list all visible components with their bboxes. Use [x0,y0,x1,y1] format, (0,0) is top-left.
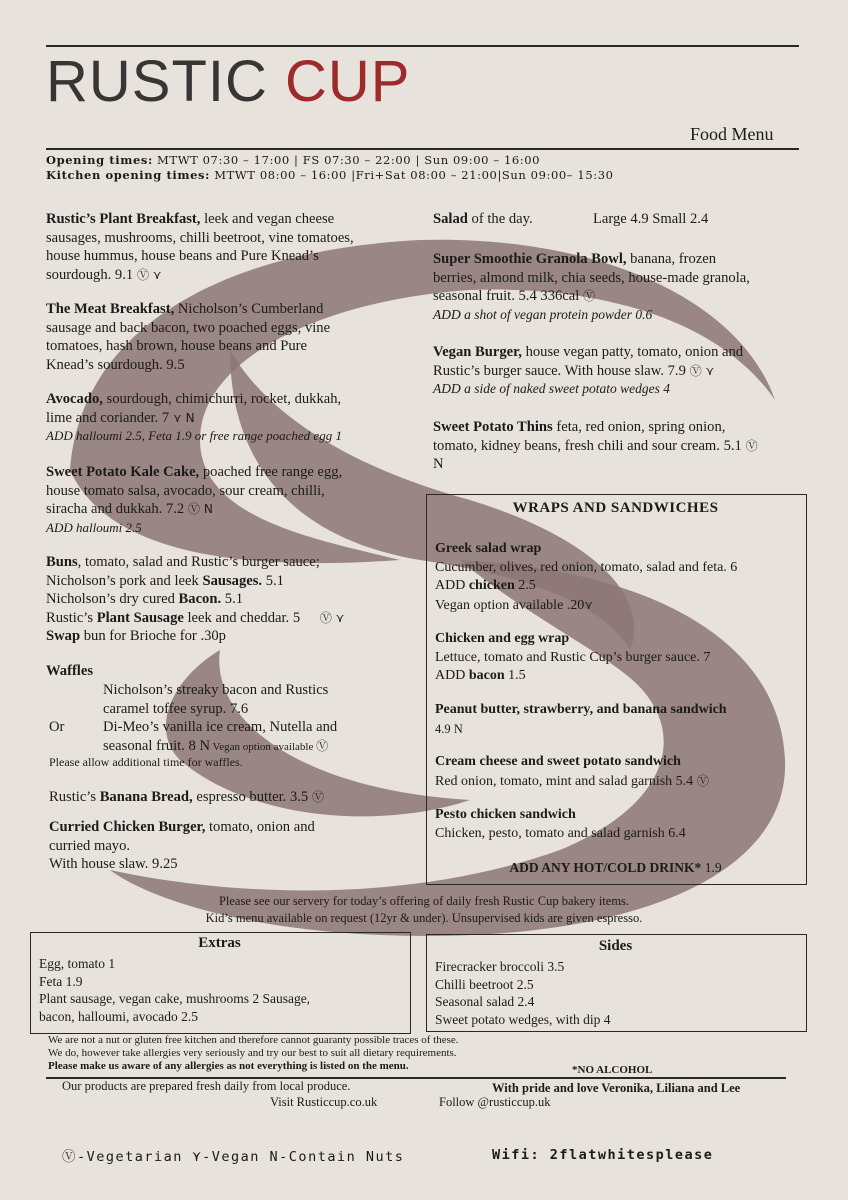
item-add: ADD halloumi 2.5, Feta 1.9 or free range poached egg 1 [46,428,342,443]
item-price: Rustic’s burger sauce. With house slaw. 7.9 [433,362,686,379]
menu-item-vegan-burger [433,343,803,399]
item-add: ADD a shot of vegan protein powder 0.6 [433,306,653,322]
page-title: Food Menu [690,124,774,144]
menu-item-banana-bread [49,788,429,807]
vegan-icon: ⋎ [584,597,594,612]
menu-item-salad [433,210,803,229]
item-highlight: Bacon. [178,591,222,607]
follow-link[interactable]: Follow @rusticcup.uk [439,1095,551,1109]
item-title: Salad [433,211,468,227]
visit-link[interactable]: Visit Rusticcup.co.uk [270,1095,378,1109]
logo-cup: CUP [285,49,411,114]
item-title: Rustic’s Plant Breakfast, [46,211,201,227]
dietary-legend: Ⓥ-Vegetarian ⋎-Vegan N-Contain Nuts [62,1149,405,1165]
kids-note: Kid’s menu available on request (12yr & under). Unsupervised kids are given espresso. [205,911,643,925]
waffles-option-1 [103,681,433,718]
item-desc: berries, almond milk, chia seeds, house-made granola, [433,269,750,286]
kitchen-label: Kitchen opening times: [46,168,210,182]
item-desc: Nicholson’s pork and leek [46,572,203,589]
item-title: Curried Chicken Burger, [49,819,206,835]
item-price: sourdough. 9.1 [46,266,134,283]
item-highlight: Sausages. [202,572,263,589]
wrap-greek-salad [435,540,800,615]
item-title: Peanut butter, strawberry, and banana sandwich [435,702,727,717]
vegetarian-icon: Ⓥ [741,438,758,453]
wrap-chicken-egg [435,630,800,686]
item-price: 2.5 [514,578,536,593]
menu-item-smoothie-bowl [433,250,803,324]
item-desc: leek and vegan cheese [200,211,335,227]
item-title: Cream cheese and sweet potato sandwich [435,754,681,769]
menu-item-curried-chicken-burger [49,818,429,874]
vegetarian-icon: Ⓥ [579,289,596,303]
item-title: Sweet Potato Kale Cake, [46,464,200,480]
header-rule [46,148,799,150]
item-title: The Meat Breakfast, [46,301,175,317]
item-price: tomato, kidney beans, fresh chili and sour cream. 5.1 [433,437,742,454]
menu-item-plant-breakfast [46,210,426,284]
sides-list [435,958,800,1028]
item-price: seasonal fruit. 8 N [103,737,210,754]
item-title: Pesto chicken sandwich [435,807,576,822]
item-price: 1.9 [701,860,722,875]
extras-item: Egg, tomato 1 [39,956,116,971]
add-drink [426,859,805,878]
item-desc: sausages, mushrooms, chilli beetroot, vine tomatoes, [46,229,354,246]
sides-item: Firecracker broccoli 3.5 [435,959,565,974]
item-price: espresso butter. 3.5 [192,789,309,805]
menu-item-avocado [46,390,446,446]
item-price: seasonal fruit. 5.4 336cal [433,288,580,304]
item-desc: poached free range egg, [199,464,343,480]
item-desc: house vegan patty, tomato, onion and [521,344,744,360]
item-desc: , tomato, salad and Rustic’s burger sauce; [77,554,320,570]
item-desc: sausage and back bacon, two poached eggs, vine [46,319,331,336]
item-desc: house tomato salsa, avocado, sour cream, chilli, [46,482,325,499]
item-title: Banana Bread, [99,789,193,805]
allergy-line: We do, however take allergies very seriously and try our best to suit all dietary requirements. [48,1047,457,1059]
item-title: Greek salad wrap [435,541,542,556]
item-price: With house slaw. 9.25 [49,856,178,872]
item-title: Avocado, [46,391,103,407]
kitchen-value: MTWT 08:00 – 16:00 |Fri+Sat 08:00 – 21:00|Sun 09:00– 15:30 [209,168,614,182]
item-price: 5.1 [221,591,244,607]
item-desc: ADD [435,578,469,593]
sides-title: Sides [598,938,633,954]
item-price: leek and cheddar. 5 [183,609,301,626]
item-add: ADD halloumi 2.5 [46,519,142,535]
item-desc: Vegan option available .20 [435,597,585,613]
vegetarian-nuts-icon: Ⓥ N [184,502,213,516]
item-price: Large 4.9 Small 2.4 [593,211,709,227]
menu-item-waffles [46,662,436,681]
wraps-title: WRAPS AND SANDWICHES [512,500,719,516]
item-highlight: Plant Sausage [96,609,184,626]
vegetarian-vegan-icon: Ⓥ ⋎ [319,610,345,625]
item-desc: sourdough, chimichurri, rocket, dukkah, [102,391,342,407]
allergy-note [48,1034,608,1073]
item-price: Red onion, tomato, mint and salad garnish 5.4 [435,773,694,789]
item-desc: house hummus, house beans and Pure Knead’s [46,248,319,264]
menu-item-buns [46,553,426,646]
item-price: 1.5 [504,668,526,683]
sandwich-pesto-chicken [435,806,800,843]
item-desc: Di-Meo’s vanilla ice cream, Nutella and [103,719,338,735]
item-desc: Nicholson’s Cumberland [174,301,324,317]
vegan-nuts-icon: ⋎ N [169,410,195,425]
waffles-option-2 [103,718,433,756]
no-alcohol-note: *NO ALCOHOL [572,1064,653,1076]
extras-item: bacon, halloumi, avocado 2.5 [39,1008,198,1024]
item-add: ADD a side of naked sweet potato wedges 4 [433,381,670,396]
item-title: Vegan Burger, [433,344,522,360]
opening-label: Opening times: [46,153,153,167]
extras-item: Feta 1.9 [39,973,83,989]
kitchen-times [46,168,614,183]
item-desc: tomatoes, hash brown, house beans and Pure [46,338,308,354]
sandwich-cream-cheese [435,753,800,791]
vegetarian-vegan-icon: Ⓥ ⋎ [685,363,715,378]
item-title: ADD ANY HOT/COLD DRINK* [509,860,702,875]
top-rule [46,45,799,47]
item-desc: bun for Brioche for .30p [80,628,226,644]
vegan-option-note: Vegan option available [210,740,317,753]
sides-item: Seasonal salad 2.4 [435,994,535,1009]
item-price: lime and coriander. 7 [46,409,170,426]
item-desc: feta, red onion, spring onion, [552,419,726,435]
item-desc: banana, frozen [626,251,717,267]
item-desc: ADD [435,668,469,683]
waffles-note: Please allow additional time for waffles. [49,755,243,769]
item-desc: curried mayo. [49,837,131,854]
bakery-note: Please see our servery for today’s offering of daily fresh Rustic Cup bakery items. [218,894,630,908]
sides-item: Sweet potato wedges, with dip 4 [435,1011,611,1027]
item-title: Buns [46,554,78,570]
menu-item-kale-cake [46,463,426,537]
item-price: Knead’s sourdough. 9.5 [46,356,185,373]
vegetarian-vegan-icon: Ⓥ ⋎ [133,267,162,282]
vegetarian-icon: Ⓥ [316,738,329,753]
item-price: siracha and dukkah. 7.2 [46,501,185,517]
item-title: Sweet Potato Thins [433,419,553,435]
logo-rustic: RUSTIC [46,49,268,114]
pride-note: With pride and love Veronika, Liliana and Lee [492,1081,741,1095]
vegetarian-icon: Ⓥ [693,773,710,788]
opening-value: MTWT 07:30 – 17:00 | FS 07:30 – 22:00 | Sun 09:00 – 16:00 [152,153,541,167]
allergy-line: We are not a nut or gluten free kitchen and therefore cannot guaranty possible traces of these. [48,1034,459,1046]
item-title: Chicken and egg wrap [435,631,570,646]
produce-note: Our products are prepared fresh daily from local produce. [62,1079,351,1093]
item-highlight: bacon [468,668,505,683]
extras-title: Extras [198,935,241,951]
vegetarian-icon: Ⓥ [308,790,325,804]
item-price: 4.9 N [435,721,463,736]
extras-item: Plant sausage, vegan cake, mushrooms 2 Sausage, [39,991,311,1006]
item-desc: of the day. [467,211,533,227]
item-desc: Cucumber, olives, red onion, tomato, salad and feta. 6 [435,559,738,575]
menu-item-meat-breakfast [46,300,426,374]
item-desc: tomato, onion and [205,819,315,835]
item-desc: Lettuce, tomato and Rustic Cup’s burger sauce. 7 [435,649,711,665]
sides-item: Chilli beetroot 2.5 [435,976,534,992]
item-title: Waffles [46,663,94,679]
item-highlight: Swap [46,628,81,644]
wifi-password: Wifi: 2flatwhitesplease [492,1147,714,1163]
opening-times [46,153,540,168]
item-price: 5.1 [262,572,284,589]
item-desc: Nicholson’s dry cured [46,591,179,607]
item-price: Chicken, pesto, tomato and salad garnish 6.4 [435,825,686,841]
allergy-line: Please make us aware of any allergies as not everything is listed on the menu. [48,1060,409,1072]
item-desc: Rustic’s [46,609,97,626]
sandwich-peanut-butter [435,701,800,739]
waffles-or: Or [49,719,65,735]
menu-item-sweet-potato-thins [433,418,808,474]
item-desc: Nicholson’s streaky bacon and Rustics [103,682,329,698]
item-highlight: chicken [468,578,515,593]
rustic-cup-logo [46,49,411,114]
item-desc: Rustic’s [49,789,100,805]
extras-list [39,955,409,1025]
nuts-icon: N [433,456,444,472]
item-price: caramel toffee syrup. 7.6 [103,700,249,717]
item-title: Super Smoothie Granola Bowl, [433,251,627,267]
